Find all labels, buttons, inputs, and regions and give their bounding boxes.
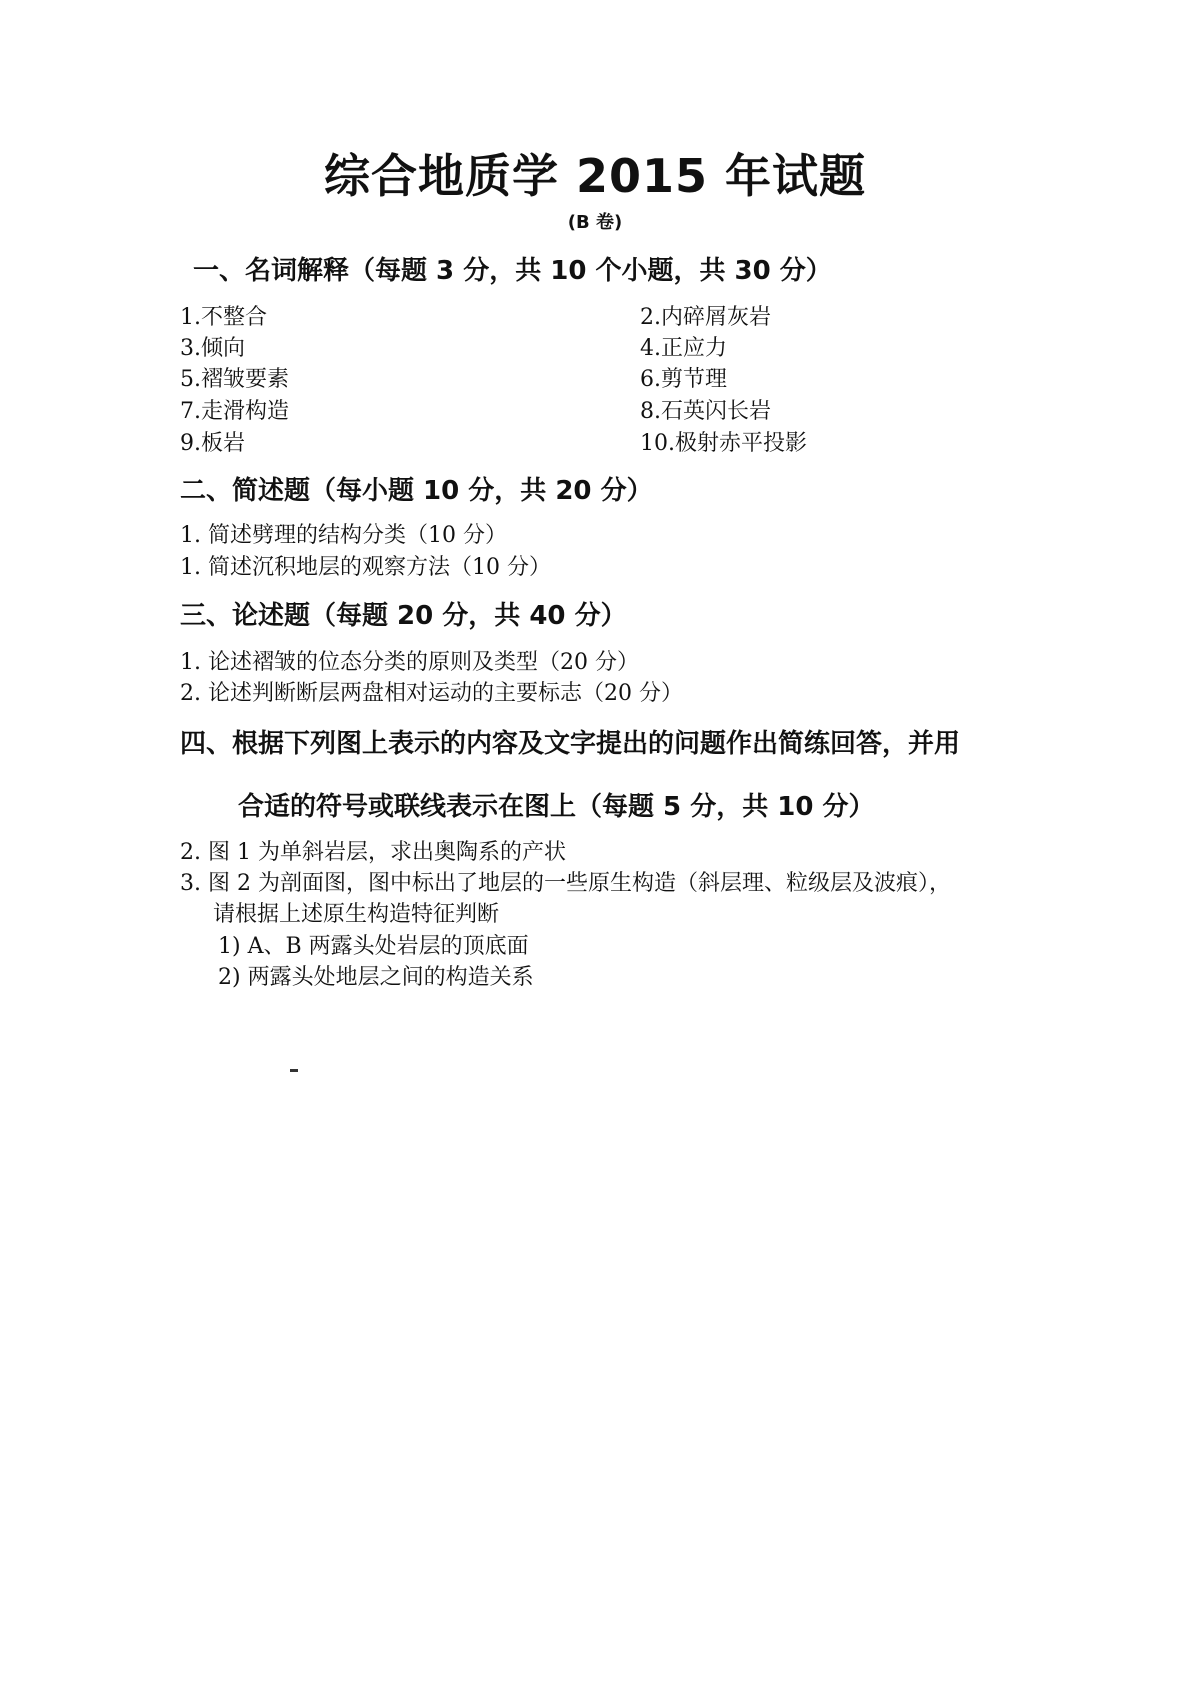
question-item: 1. 简述劈理的结构分类（10 分） [180, 523, 507, 548]
term-item: 2.内碎屑灰岩 [640, 305, 771, 330]
stray-mark [290, 1069, 298, 1072]
question-item: 1. 论述褶皱的位态分类的原则及类型（20 分） [180, 650, 639, 675]
question-item: 请根据上述原生构造特征判断 [213, 902, 500, 927]
term-item: 7.走滑构造 [180, 399, 289, 424]
question-item: 3. 图 2 为剖面图，图中标出了地层的一些原生构造（斜层理、粒级层及波痕）， [180, 871, 951, 896]
term-item: 10.极射赤平投影 [640, 431, 807, 456]
exam-version: (B 卷) [567, 212, 623, 233]
sub-question-item: 2) 两露头处地层之间的构造关系 [218, 965, 534, 990]
term-item: 3.倾向 [180, 336, 245, 361]
term-item: 1.不整合 [180, 305, 267, 330]
term-item: 5.褶皱要素 [180, 367, 289, 392]
term-item: 4.正应力 [640, 336, 727, 361]
section3-heading: 三、论述题（每题 20 分，共 40 分） [180, 601, 627, 631]
term-item: 6.剪节理 [640, 367, 727, 392]
question-item: 2. 图 1 为单斜岩层，求出奥陶系的产状 [180, 840, 566, 865]
section4-heading-continued: 合适的符号或联线表示在图上（每题 5 分，共 10 分） [238, 792, 875, 822]
exam-title: 综合地质学 2015 年试题 [323, 149, 867, 203]
question-item: 2. 论述判断断层两盘相对运动的主要标志（20 分） [180, 681, 683, 706]
section1-heading: 一、名词解释（每题 3 分，共 10 个小题，共 30 分） [193, 256, 832, 286]
section2-heading: 二、简述题（每小题 10 分，共 20 分） [180, 476, 653, 506]
question-item: 1. 简述沉积地层的观察方法（10 分） [180, 555, 551, 580]
term-item: 8.石英闪长岩 [640, 399, 771, 424]
sub-question-item: 1) A、B 两露头处岩层的顶底面 [218, 934, 529, 959]
term-item: 9.板岩 [180, 431, 245, 456]
section4-heading: 四、根据下列图上表示的内容及文字提出的问题作出简练回答，并用 [180, 729, 961, 759]
